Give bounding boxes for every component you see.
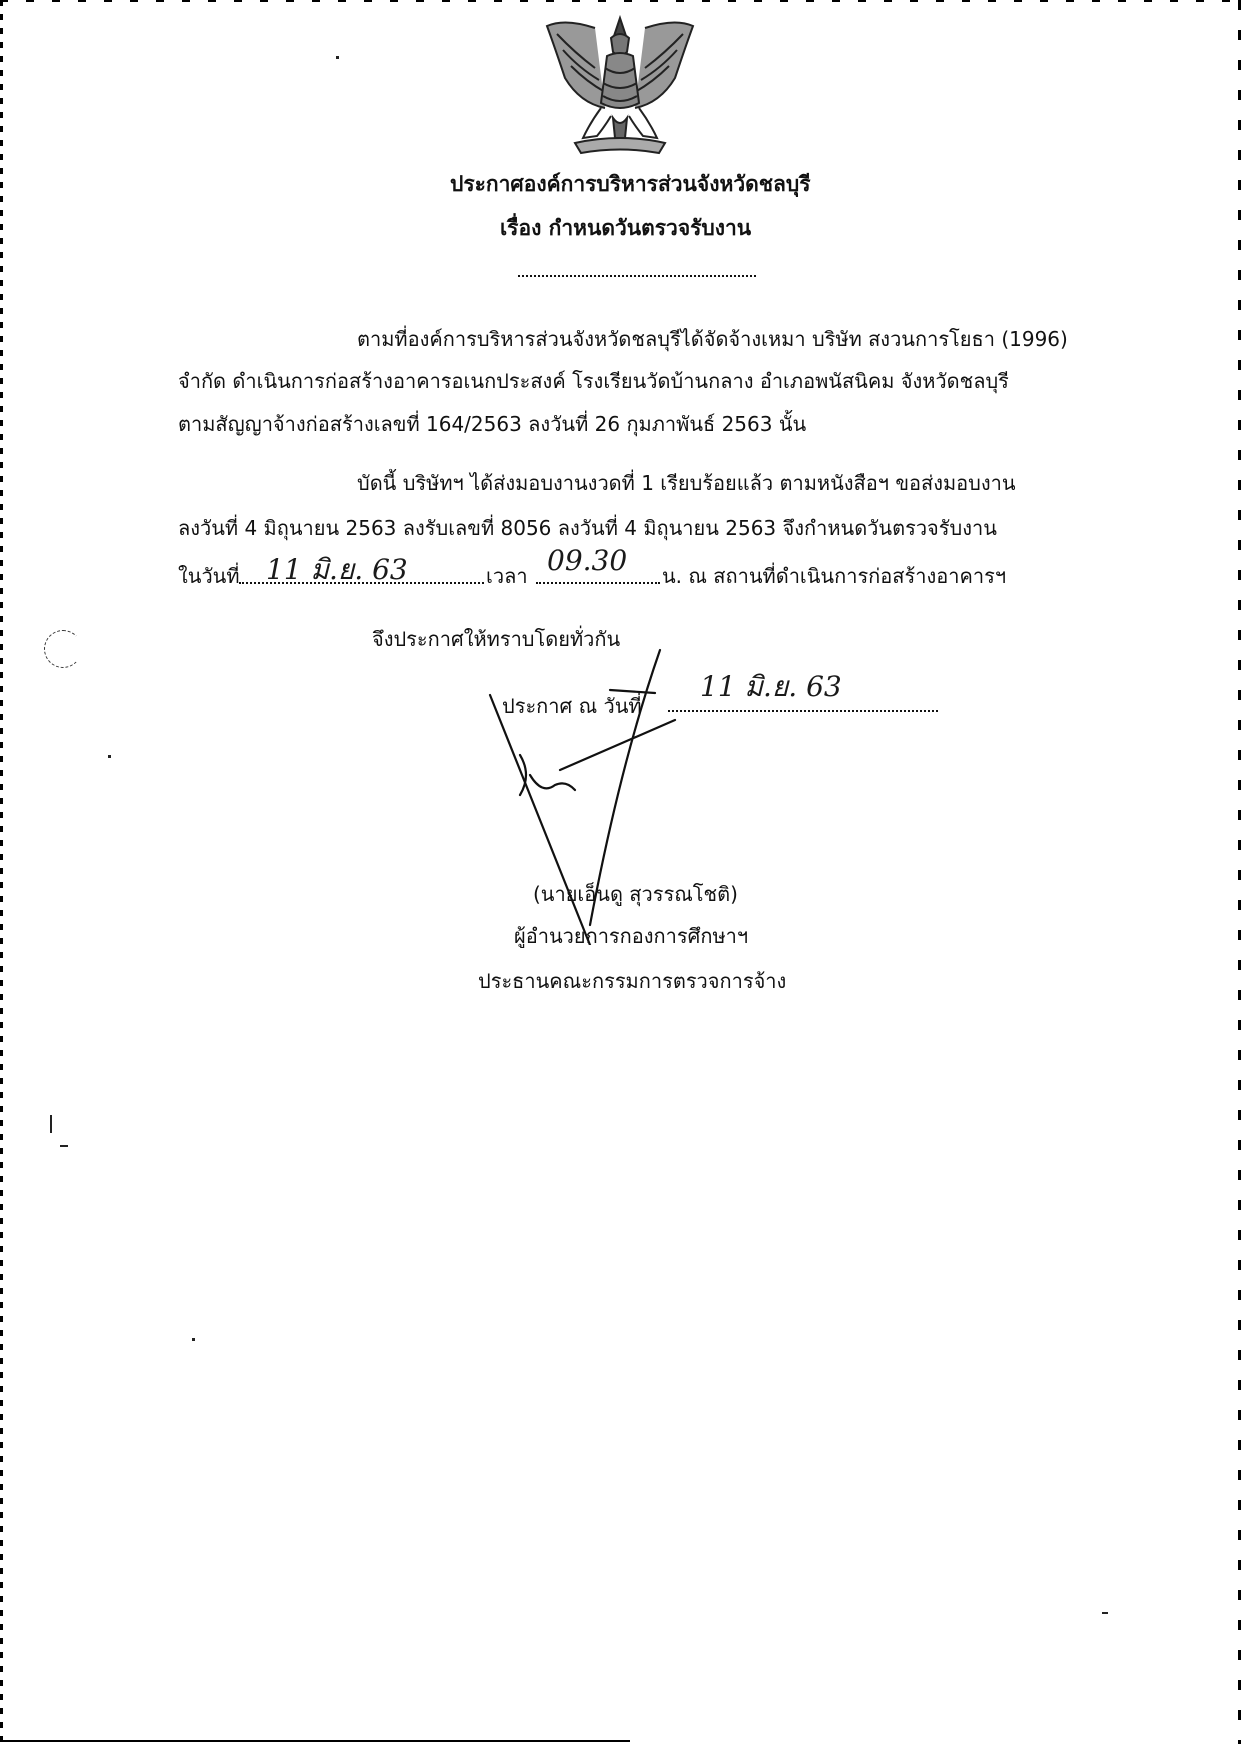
scan-speck	[336, 56, 339, 59]
inspection-time-label: เวลา	[486, 564, 528, 588]
handwritten-inspection-date: 11 มิ.ย. 63	[266, 553, 408, 586]
punch-hole-mark	[44, 630, 82, 668]
scan-edge-top	[0, 0, 1241, 2]
scan-edge-left	[0, 0, 3, 1744]
subject-line: เรื่อง กำหนดวันตรวจรับงาน	[500, 216, 752, 240]
signatory-position-2: ประธานคณะกรรมการตรวจการจ้าง	[478, 969, 787, 993]
handwritten-sign-date: 11 มิ.ย. 63	[700, 670, 842, 703]
paragraph-1-line-2: จำกัด ดำเนินการก่อสร้างอาคารอเนกประสงค์ โรงเรียนวัดบ้านกลาง อำเภอพนัสนิคม จังหวัดชลบุรี	[178, 369, 1009, 393]
given-at-label: ประกาศ ณ วันที่	[502, 694, 642, 718]
paragraph-2-line-2: ลงวันที่ 4 มิถุนายน 2563 ลงรับเลขที่ 8056 ลงวันที่ 4 มิถุนายน 2563 จึงกำหนดวันตรวจรับงาน	[178, 516, 997, 540]
scan-edge-bottom	[0, 1740, 630, 1742]
announcement-title: ประกาศองค์การบริหารส่วนจังหวัดชลบุรี	[450, 172, 811, 196]
scan-speck	[50, 1115, 52, 1133]
inspection-time-dots	[536, 582, 660, 584]
signatory-position-1: ผู้อำนวยการกองการศึกษาฯ	[514, 924, 749, 948]
paragraph-1-line-3: ตามสัญญาจ้างก่อสร้างเลขที่ 164/2563 ลงวันที่ 26 กุมภาพันธ์ 2563 นั้น	[178, 412, 807, 436]
scan-speck	[1102, 1612, 1108, 1614]
scan-speck	[60, 1145, 68, 1147]
garuda-emblem-icon	[535, 8, 705, 168]
signatory-name: (นายเอ็นดู สุวรรณโชติ)	[533, 882, 738, 906]
scan-speck	[108, 755, 111, 758]
paragraph-2-line-1: บัดนี้ บริษัทฯ ได้ส่งมอบงานงวดที่ 1 เรียบร้อยแล้ว ตามหนังสือฯ ขอส่งมอบงาน	[357, 471, 1016, 495]
paragraph-1-line-1: ตามที่องค์การบริหารส่วนจังหวัดชลบุรีได้จัดจ้างเหมา บริษัท สงวนการโยธา (1996)	[357, 327, 1068, 351]
inspection-location: น. ณ สถานที่ดำเนินการก่อสร้างอาคารฯ	[662, 564, 1007, 588]
title-divider	[518, 275, 756, 277]
handwritten-inspection-time: 09.30	[547, 544, 628, 577]
inspection-date-label: ในวันที่	[178, 564, 240, 588]
scan-speck	[192, 1338, 195, 1341]
announcement-closing: จึงประกาศให้ทราบโดยทั่วกัน	[372, 627, 621, 651]
